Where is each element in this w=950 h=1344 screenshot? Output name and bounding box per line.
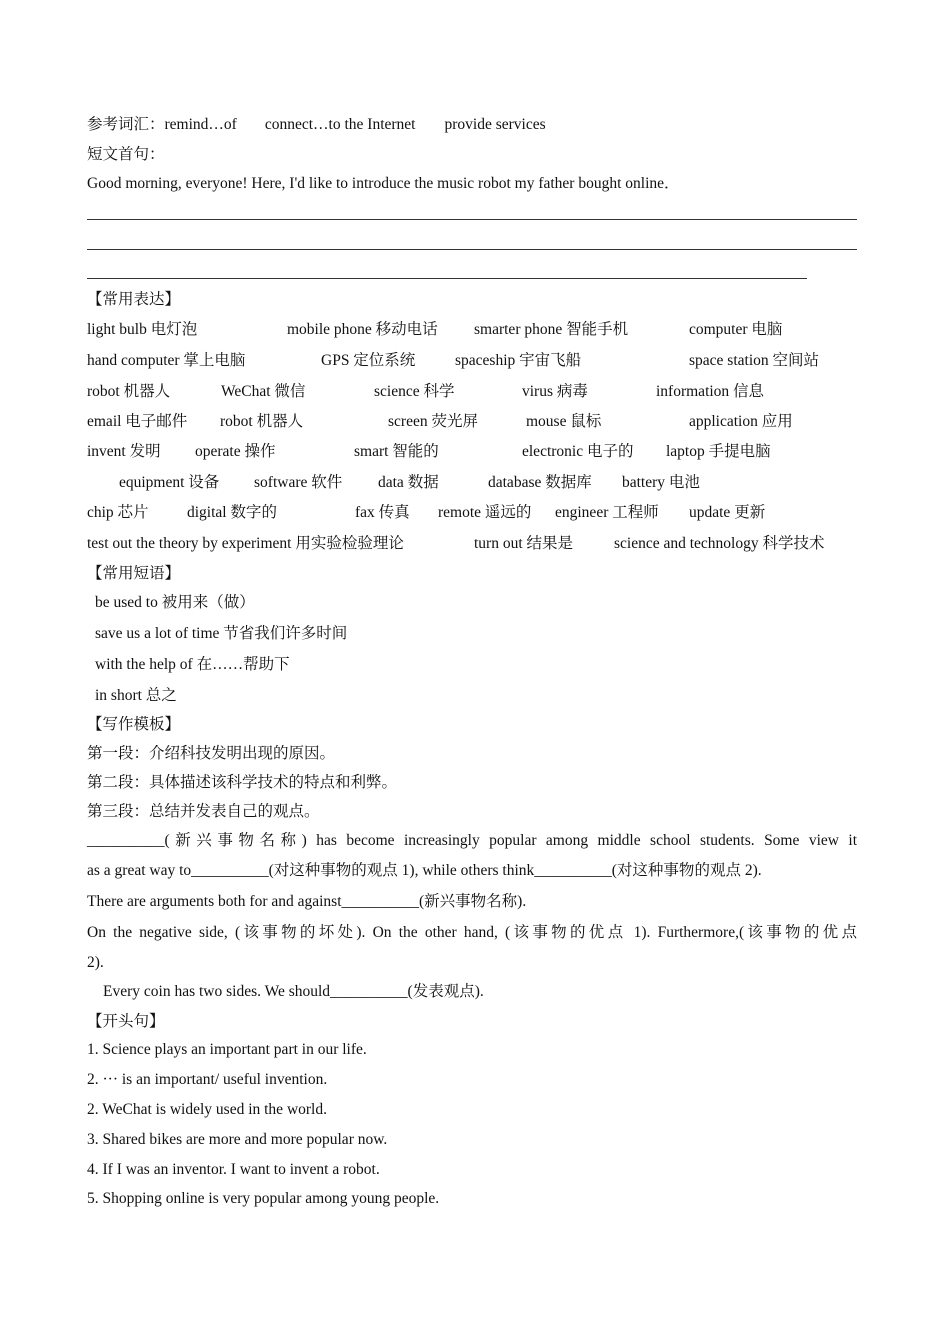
vocab-row [87,473,859,493]
opener-sentence: 1. Science plays an important part in our life. [87,1041,367,1058]
vocab-row [87,382,859,402]
template-text-line: Every coin has two sides. We should__________(发表观点). [103,983,484,1000]
vocab-item: engineer 工程师 [555,504,659,521]
vocab-item: equipment 设备 [119,474,220,491]
phrase-item: in short 总之 [95,687,177,704]
vocab-item: hand computer 掌上电脑 [87,352,246,369]
vocab-item: computer 电脑 [689,321,783,338]
template-text-line: 2). [87,954,104,971]
vocab-item: laptop 手提电脑 [666,443,771,460]
vocab-item: GPS 定位系统 [321,352,416,369]
template-paragraph: 第二段：具体描述该科学技术的特点和利弊。 [87,774,398,791]
template-text-line: There are arguments both for and against__________(新兴事物名称). [87,893,527,910]
vocab-item: chip 芯片 [87,504,149,521]
vocab-item: science and technology 科学技术 [614,535,825,552]
template-paragraph: 第三段：总结并发表自己的观点。 [87,803,320,820]
phrase-item: save us a lot of time 节省我们许多时间 [95,625,348,642]
opening-sentence: Good morning, everyone! Here, I'd like to introduce the music robot my father bought online． [87,175,680,192]
vocab-item: mouse 鼠标 [526,413,602,430]
vocab-item: spaceship 宇宙飞船 [455,352,582,369]
vocab-item: data 数据 [378,474,439,491]
vocab-item: robot 机器人 [220,413,304,430]
template-text-line: On the negative side, (该事物的坏处). On the other hand, (该事物的优点 1). Furthermore,(该事物的优点 [87,924,857,941]
reference-word: provide services [444,116,546,133]
section-heading-phrases: 【常用短语】 [87,565,181,582]
vocab-item: database 数据库 [488,474,592,491]
vocab-item: screen 荧光屏 [388,413,478,430]
reference-vocab-line [87,115,546,135]
vocab-row [87,534,859,554]
phrase-item: with the help of 在……帮助下 [95,656,290,673]
vocab-item: application 应用 [689,413,793,430]
vocab-item: software 软件 [254,474,343,491]
vocab-item: update 更新 [689,504,766,521]
opener-sentence: 2. WeChat is widely used in the world. [87,1101,327,1118]
writing-line [87,219,857,220]
opener-sentence: 3. Shared bikes are more and more popular now. [87,1131,388,1148]
template-text-line: as a great way to__________(对这种事物的观点 1), while others think__________(对这种事物的观点 2). [87,862,762,879]
vocab-item: space station 空间站 [689,352,820,369]
vocab-item: invent 发明 [87,443,161,460]
vocab-row [87,503,859,523]
writing-line [87,278,807,279]
vocab-item: smart 智能的 [354,443,439,460]
vocab-item: email 电子邮件 [87,413,188,430]
vocab-item: information 信息 [656,383,765,400]
vocab-item: battery 电池 [622,474,700,491]
vocab-item: remote 遥远的 [438,504,532,521]
template-text-line: __________(新兴事物名称) has become increasingly popular among middle school students. Some view it [87,832,857,849]
vocab-item: smarter phone 智能手机 [474,321,629,338]
vocab-row [87,351,859,371]
vocab-item: fax 传真 [355,504,410,521]
reference-word: connect…to the Internet [264,116,416,133]
opening-label: 短文首句： [87,146,165,163]
vocab-item: electronic 电子的 [522,443,634,460]
vocab-item: light bulb 电灯泡 [87,321,198,338]
opener-sentence: 5. Shopping online is very popular among young people. [87,1190,440,1207]
vocab-row [87,412,859,432]
vocab-item: mobile phone 移动电话 [287,321,438,338]
vocab-row [87,320,859,340]
opener-sentence: 4. If I was an inventor. I want to invent a robot. [87,1161,380,1178]
opener-sentence: 2. ··· is an important/ useful invention. [87,1071,328,1088]
section-heading-template: 【写作模板】 [87,716,181,733]
vocab-item: science 科学 [374,383,455,400]
vocab-item: robot 机器人 [87,383,171,400]
vocab-item: operate 操作 [195,443,276,460]
reference-label: 参考词汇： [87,116,165,133]
vocab-item: turn out 结果是 [474,535,574,552]
vocab-item: WeChat 微信 [221,383,306,400]
vocab-row [87,442,859,462]
phrase-item: be used to 被用来（做） [95,594,255,611]
vocab-item: virus 病毒 [522,383,588,400]
vocab-item: test out the theory by experiment 用实验检验理论 [87,535,404,552]
section-heading-openers: 【开头句】 [87,1013,165,1030]
vocab-item: digital 数字的 [187,504,277,521]
writing-line [87,249,857,250]
template-paragraph: 第一段：介绍科技发明出现的原因。 [87,745,336,762]
section-heading-expressions: 【常用表达】 [87,291,181,308]
reference-word: remind…of [164,116,237,133]
